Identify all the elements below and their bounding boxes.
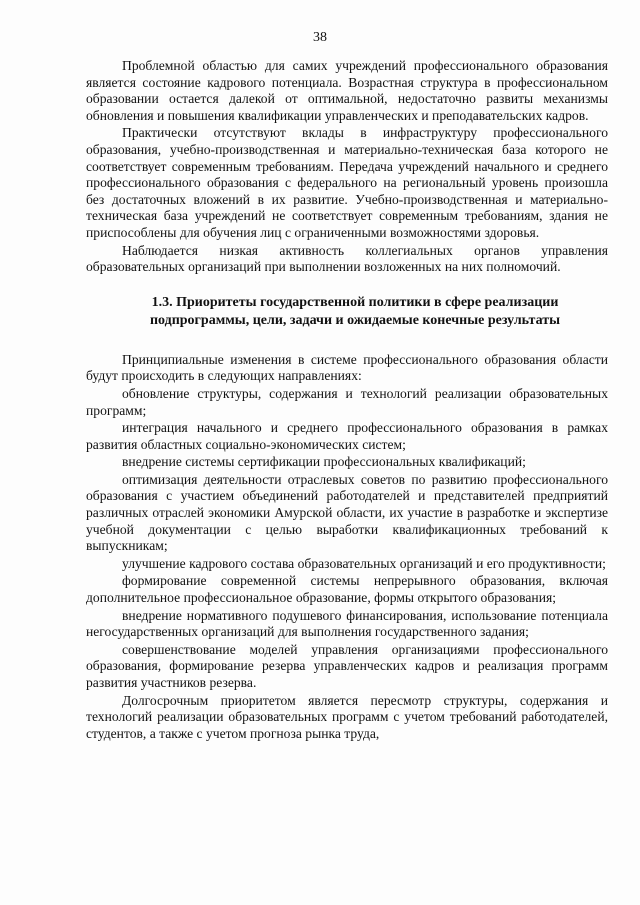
- list-item-per-capita-funding: внедрение нормативного подушевого финансирования, использование потенциала негосударственных организаций для выполнения государственного задания;: [86, 607, 608, 640]
- paragraph-staff-potential: Проблемной областью для самих учреждений профессионального образования является состояние кадрового потенциала. Возрастная структура в профессиональном образовании остается далекой от оптимальной, недостаточно развиты механизмы обновления и повышения квалификации управленческих и преподавательских кадров.: [86, 58, 608, 123]
- list-item-certification: внедрение системы сертификации профессиональных квалификаций;: [122, 454, 526, 470]
- paragraph-infrastructure: Практически отсутствуют вклады в инфраструктуру профессионального образования, учебно-производственная и материально-техническая база которого не соответствует современным требованиям. Передача учреждений начального и среднего профессионального образования с федерального на региональный уровень произошла без достаточных вложений в их развитие. Учебно-производственная и материально-техническая база учреждений не соответствует современным требованиям, здания не приспособлены для обучения лиц с ограниченными возможностями здоровья.: [86, 125, 608, 240]
- page-number: 38: [313, 30, 327, 45]
- paragraph-directions-intro: Принципиальные изменения в системе профессионального образования области будут происходить в следующих направлениях:: [86, 351, 608, 384]
- list-item-continuous-education: формирование современной системы непрерывного образования, включая дополнительное профессиональное образование, формы открытого образования;: [86, 573, 608, 606]
- page-content: [86, 58, 608, 743]
- list-item-integration: интеграция начального и среднего профессионального образования в рамках развития областных социально-экономических систем;: [86, 420, 608, 452]
- paragraph-collegial-bodies: Наблюдается низкая активность коллегиальных органов управления образовательных организаций при выполнении возложенных на них полномочий.: [86, 242, 608, 275]
- list-item-sector-councils: оптимизация деятельности отраслевых советов по развитию профессионального образования с участием объединений работодателей и представителей предприятий различных отраслей экономики Амурской области, их участие в разработке и экспертизе учебной документации с целью выработки квалификационных требований к выпускникам;: [86, 471, 608, 554]
- list-item-management-models: совершенствование моделей управления организациями профессионального образования, формирование резерва управленческих кадров и реализация программ развития участников резерва.: [86, 641, 608, 690]
- section-heading: 1.3. Приоритеты государственной политики в сфере реализации подпрограммы, цели, задачи и ожидаемые конечные результаты: [149, 294, 561, 328]
- paragraph-long-term-priority: Долгосрочным приоритетом является пересмотр структуры, содержания и технологий реализации образовательных программ с учетом требований работодателей, студентов, а также с учетом прогноза рынка труда,: [86, 692, 608, 741]
- list-item-staff-improvement: улучшение кадрового состава образовательных организаций и его продуктивности;: [122, 555, 606, 571]
- list-item-program-update: обновление структуры, содержания и технологий реализации образовательных программ;: [86, 385, 608, 418]
